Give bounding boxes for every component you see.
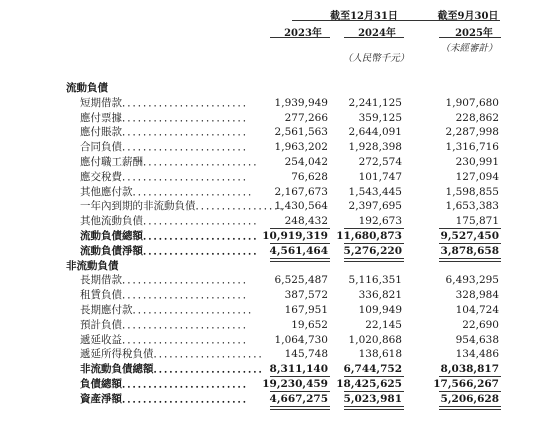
table-row	[0, 303, 550, 317]
value-2023: 8,311,140	[269, 363, 328, 376]
table-row	[0, 155, 550, 169]
value-2024: 1,020,868	[348, 333, 402, 346]
value-2024: 2,397,695	[348, 200, 402, 213]
value-2023: 167,951	[284, 304, 328, 316]
value-2025: 230,991	[455, 156, 499, 168]
table-row	[0, 170, 550, 184]
total-underline	[270, 228, 330, 229]
value-2023: 4,667,275	[269, 392, 328, 405]
section-heading	[0, 259, 550, 273]
total-underline	[439, 406, 501, 410]
header-unaudited: （未經審計）	[440, 43, 498, 54]
table-row	[0, 288, 550, 302]
value-2023: 1,963,202	[274, 141, 328, 154]
total-underline	[270, 406, 330, 410]
row-label: 長期借款．．．．．．．．．．．．．．．．．．．．．．．．	[80, 274, 254, 287]
total-row	[0, 392, 550, 406]
header-rule-dec31	[292, 20, 438, 21]
value-2023: 145,748	[284, 348, 328, 361]
value-2024: 5,116,351	[348, 274, 402, 287]
value-2025: 104,724	[455, 304, 499, 316]
total-underline	[439, 228, 501, 229]
row-label: 流動負債總額．．．．．．．．．．．．．．．．．．．．．．	[80, 230, 264, 242]
value-2024: 18,425,625	[336, 378, 402, 390]
row-label: 應付票據．．．．．．．．．．．．．．．．．．．．．．．．	[80, 111, 254, 124]
value-2023: 277,266	[284, 111, 328, 124]
value-2024: 272,574	[358, 156, 402, 168]
value-2025: 8,038,817	[440, 363, 499, 376]
section-heading	[0, 81, 550, 95]
value-2024: 101,747	[358, 170, 402, 183]
value-2023: 387,572	[284, 289, 328, 302]
row-label: 一年內到期的非流動負債．．．．．．．．．．．．．．．．．	[80, 200, 290, 213]
table-row	[0, 273, 550, 287]
total-row	[0, 244, 550, 258]
row-label: 應交稅費．．．．．．．．．．．．．．．．．．．．．．．．	[80, 170, 254, 183]
value-2023: 248,432	[284, 215, 328, 228]
value-2025: 127,094	[455, 170, 499, 183]
row-label: 流動負債淨額．．．．．．．．．．．．．．．．．．．．．．	[80, 244, 264, 257]
value-2025: 1,598,855	[445, 185, 499, 198]
row-label: 負債總額．．．．．．．．．．．．．．．．．．．．．．．．	[80, 378, 254, 390]
value-2025: 22,690	[462, 318, 499, 331]
value-2024: 2,644,091	[348, 126, 402, 139]
row-label: 其他應付款．．．．．．．．．．．．．．．．．．．．．．．	[80, 185, 259, 198]
value-2025: 1,653,383	[445, 200, 499, 213]
value-2025: 1,316,716	[445, 141, 499, 154]
value-2025: 228,862	[455, 111, 499, 124]
value-2023: 4,561,464	[269, 244, 328, 257]
table-row	[0, 347, 550, 361]
total-underline	[344, 228, 404, 229]
header-col-2025: 2025年	[455, 28, 493, 39]
row-label: 長期應付款．．．．．．．．．．．．．．．．．．．．．．．	[80, 304, 259, 316]
value-2023: 2,167,673	[274, 185, 328, 198]
row-label: 遞延所得稅負債．．．．．．．．．．．．．．．．．．．．．	[80, 348, 269, 361]
value-2023: 76,628	[291, 170, 328, 183]
value-2024: 138,618	[358, 348, 402, 361]
value-2023: 6,525,487	[274, 274, 328, 287]
value-2024: 22,145	[365, 318, 402, 331]
value-2023: 19,230,459	[262, 378, 328, 390]
header-rule-2023	[270, 37, 330, 38]
value-2023: 1,064,730	[274, 333, 328, 346]
value-2023: 19,652	[291, 318, 328, 331]
value-2024: 11,680,873	[336, 230, 402, 242]
table-row	[0, 318, 550, 332]
value-2025: 6,493,295	[445, 274, 499, 287]
value-2025: 1,907,680	[445, 96, 499, 109]
header-rule-2025	[439, 37, 501, 38]
row-label: 預計負債．．．．．．．．．．．．．．．．．．．．．．．．	[80, 318, 254, 331]
row-label: 短期借款．．．．．．．．．．．．．．．．．．．．．．．．	[80, 96, 254, 109]
header-col-2024: 2024年	[358, 28, 396, 39]
value-2024: 359,125	[358, 111, 402, 124]
value-2025: 134,486	[455, 348, 499, 361]
value-2024: 5,023,981	[343, 392, 402, 405]
table-row	[0, 333, 550, 347]
header-col-2023: 2023年	[284, 28, 322, 39]
row-label: 非流動負債總額．．．．．．．．．．．．．．．．．．．．．	[80, 363, 269, 376]
table-row	[0, 111, 550, 125]
value-2023: 10,919,319	[262, 230, 328, 242]
value-2025: 3,878,658	[440, 244, 499, 257]
total-underline	[344, 406, 404, 410]
value-2023: 1,939,949	[274, 96, 328, 109]
table-row	[0, 140, 550, 154]
row-label: 其他流動負債．．．．．．．．．．．．．．．．．．．．．．	[80, 215, 264, 228]
value-2024: 1,543,445	[348, 185, 402, 198]
value-2024: 336,821	[358, 289, 402, 302]
value-2023: 1,430,564	[274, 200, 328, 213]
value-2024: 1,928,398	[348, 141, 402, 154]
total-row	[0, 229, 550, 243]
row-label: 應付職工薪酬．．．．．．．．．．．．．．．．．．．．．．	[80, 156, 264, 168]
value-2025: 17,566,267	[433, 378, 499, 390]
value-2024: 5,276,220	[343, 244, 402, 257]
row-label: 非流動負債	[66, 259, 119, 272]
header-group-dec31: 截至12月31日	[330, 11, 398, 22]
value-2023: 254,042	[284, 156, 328, 168]
table-row	[0, 185, 550, 199]
value-2024: 109,949	[358, 304, 402, 316]
row-label: 租賃負債．．．．．．．．．．．．．．．．．．．．．．．．	[80, 289, 254, 302]
value-2023: 2,561,563	[274, 126, 328, 139]
header-rule-2024	[344, 37, 404, 38]
total-row	[0, 377, 550, 391]
header-unit: （人民幣千元）	[342, 53, 410, 64]
table-row	[0, 96, 550, 110]
header-group-sep30: 截至9月30日	[437, 11, 499, 22]
header-rule-sep30	[420, 20, 500, 21]
row-label: 遞延收益．．．．．．．．．．．．．．．．．．．．．．．．	[80, 333, 254, 346]
table-row	[0, 214, 550, 228]
row-label: 應付賬款．．．．．．．．．．．．．．．．．．．．．．．．	[80, 126, 254, 139]
value-2025: 5,206,628	[440, 392, 499, 405]
value-2025: 328,984	[455, 289, 499, 302]
value-2024: 6,744,752	[343, 363, 402, 376]
row-label: 合同負債．．．．．．．．．．．．．．．．．．．．．．．．	[80, 141, 254, 154]
value-2025: 175,871	[455, 215, 499, 228]
value-2025: 9,527,450	[440, 230, 499, 242]
value-2025: 954,638	[455, 333, 499, 346]
value-2025: 2,287,998	[445, 126, 499, 139]
table-row	[0, 125, 550, 139]
total-row	[0, 362, 550, 376]
table-row	[0, 199, 550, 213]
value-2024: 2,241,125	[348, 96, 402, 109]
row-label: 資產淨額．．．．．．．．．．．．．．．．．．．．．．．．	[80, 392, 254, 405]
value-2024: 192,673	[358, 215, 402, 228]
row-label: 流動負債	[66, 82, 108, 94]
